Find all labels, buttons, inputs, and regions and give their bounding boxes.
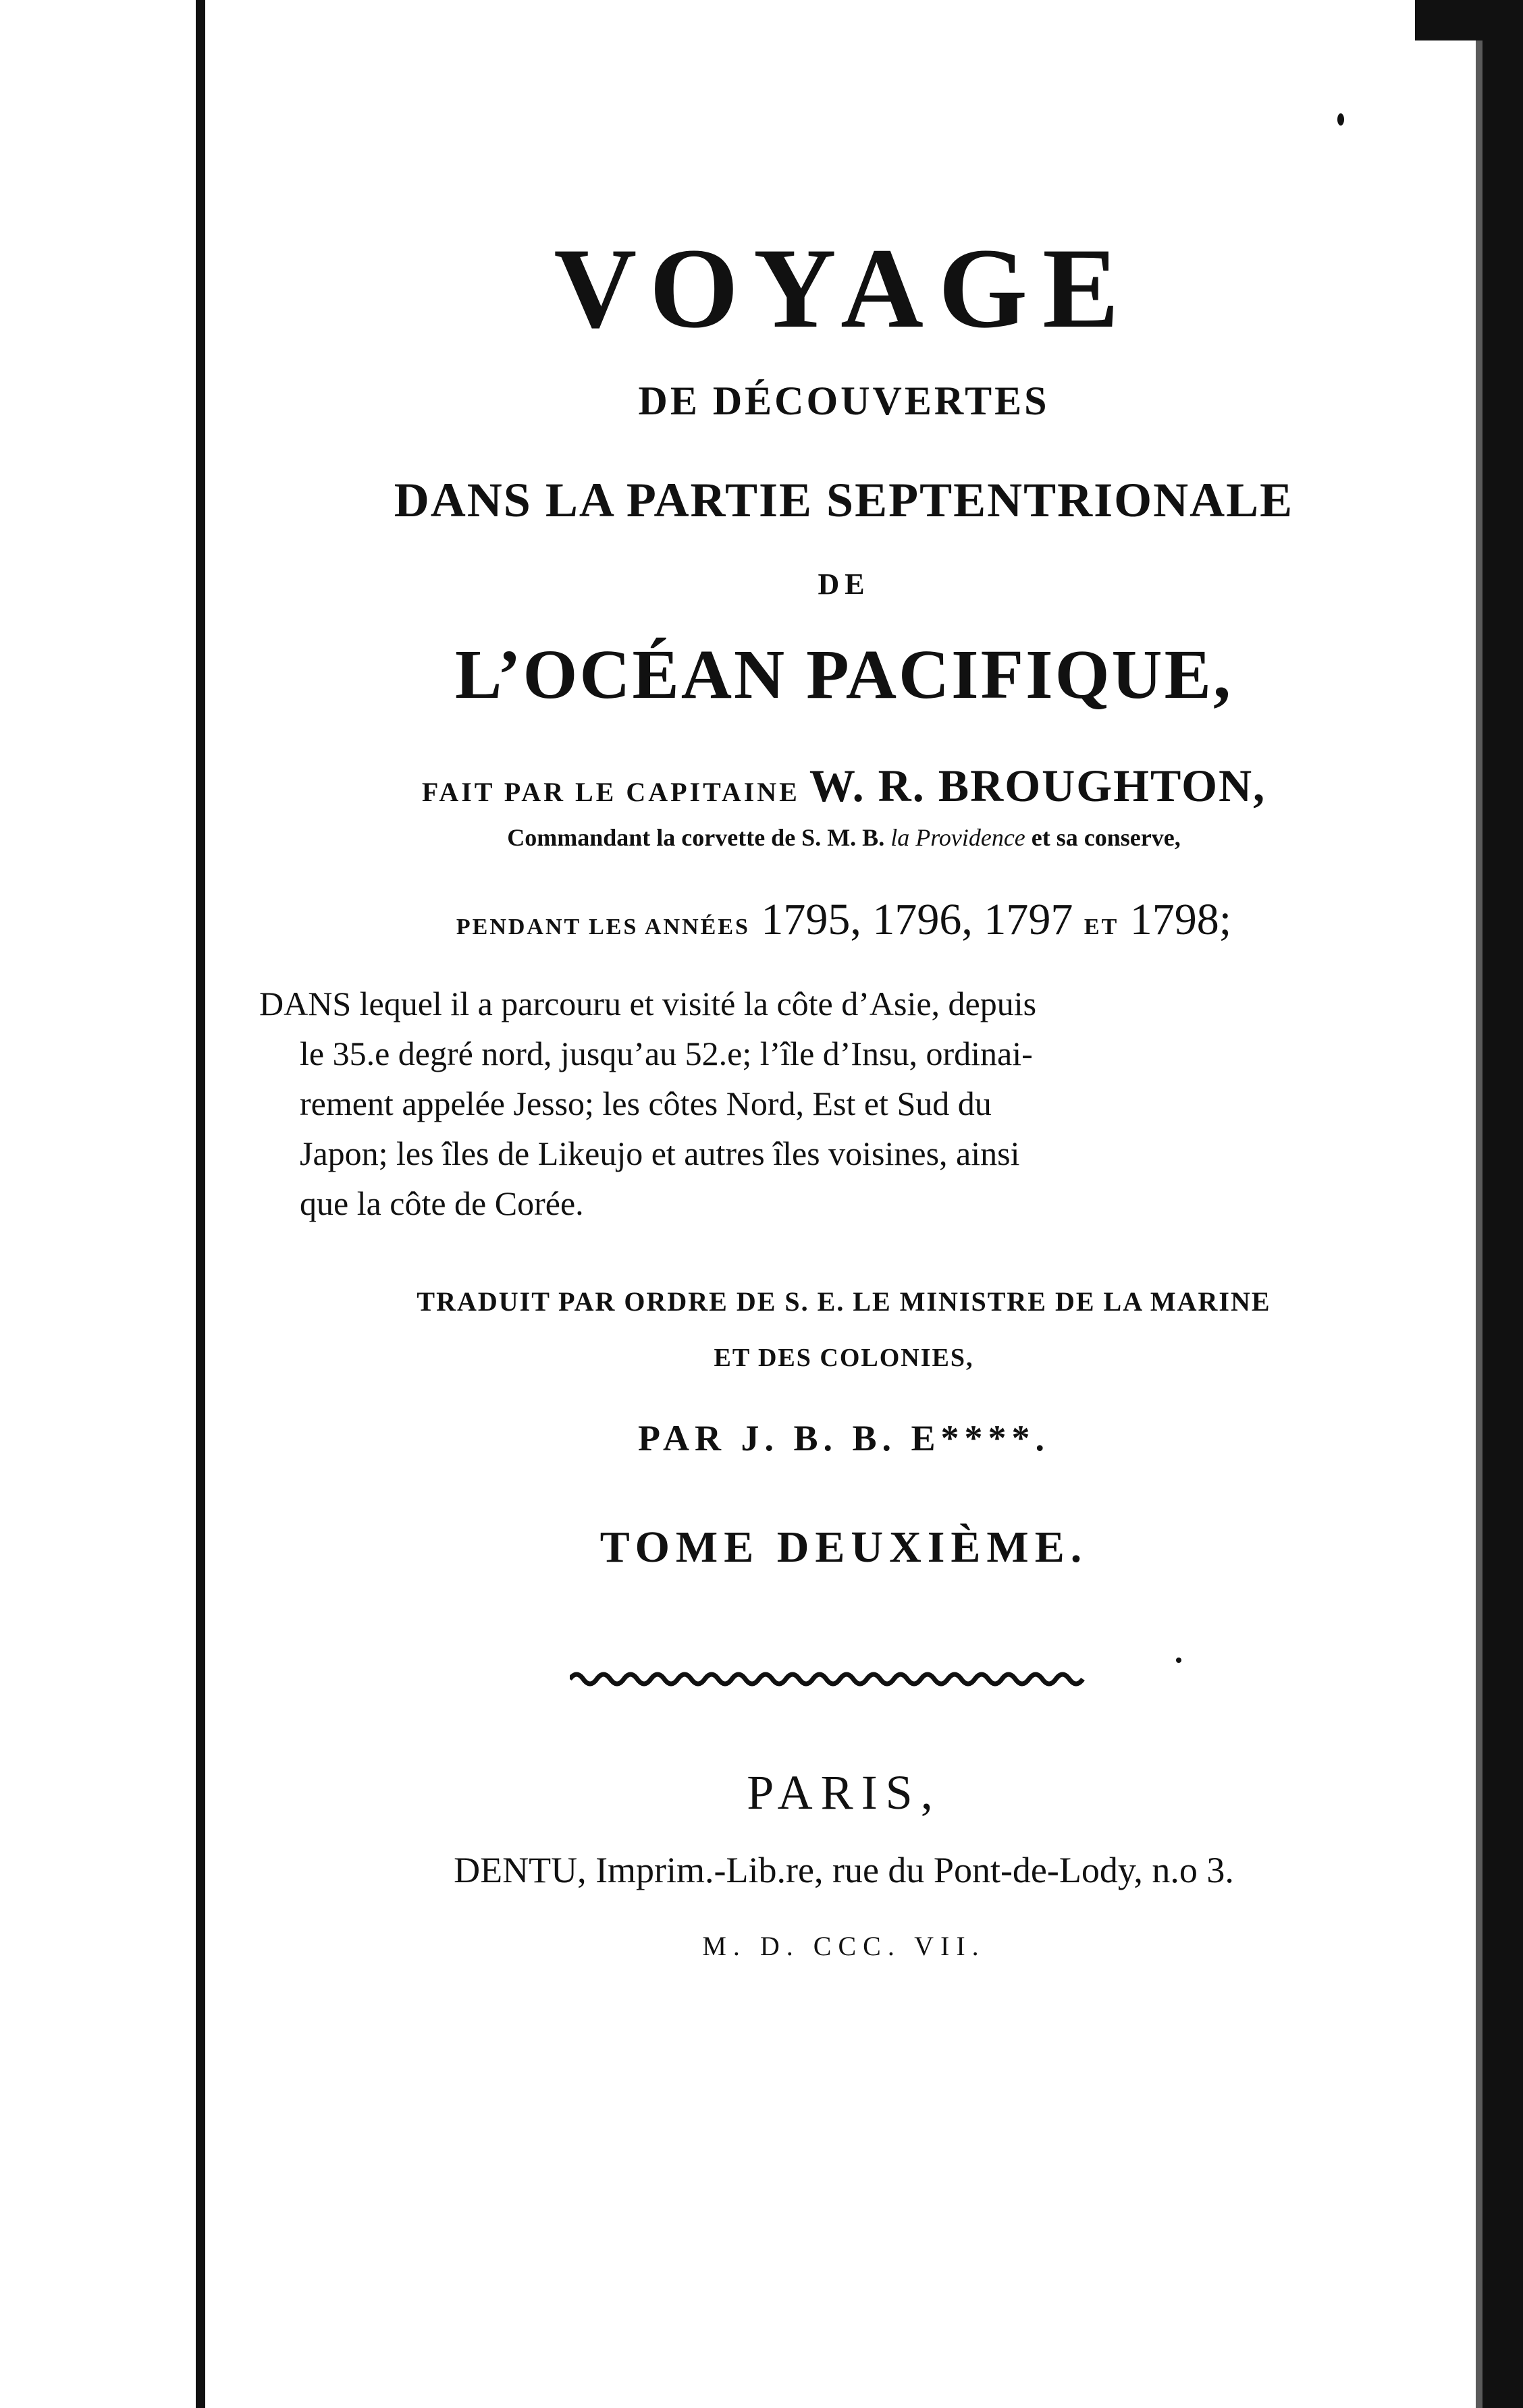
- author-prefix: FAIT PAR LE CAPITAINE: [421, 777, 800, 807]
- translation-line-2: ET DES COLONIES,: [714, 1344, 974, 1372]
- command-line: [205, 823, 1482, 852]
- title-page: [205, 0, 1482, 2408]
- years-last: 1798;: [1129, 895, 1232, 944]
- command-prefix: Commandant la corvette de S. M. B.: [507, 824, 885, 851]
- description-paragraph: [259, 979, 1353, 1228]
- facing-page-margin: [0, 0, 203, 2408]
- description-line-4: Japon; les îles de Likeujo et autres îles voisines, ainsi: [300, 1134, 1020, 1172]
- imprint-city: PARIS,: [747, 1766, 941, 1819]
- imprint-publisher: DENTU, Imprim.-Lib.re, rue du Pont-de-Lody, n.o 3.: [454, 1850, 1234, 1890]
- description-line-2: le 35.e degré nord, jusqu’au 52.e; l’île d’Insu, ordinai-: [300, 1035, 1033, 1072]
- book-title: VOYAGE: [554, 225, 1134, 352]
- years-line: [205, 894, 1482, 946]
- years-conjunction: ET: [1084, 914, 1119, 939]
- years-list: 1795, 1796, 1797: [761, 895, 1073, 944]
- author-name: W. R. BROUGHTON,: [809, 760, 1266, 811]
- imprint-date: M. D. CCC. VII.: [702, 1931, 986, 1961]
- ink-speck: [1176, 1658, 1181, 1663]
- ship-name: la Providence: [890, 824, 1025, 851]
- scan-border-right: [1482, 0, 1523, 2408]
- translator-line: PAR J. B. B. E****.: [637, 1418, 1050, 1458]
- command-suffix: et sa conserve,: [1031, 824, 1181, 851]
- subtitle-line-1: DE DÉCOUVERTES: [638, 379, 1050, 423]
- decorative-rule-ornament: [570, 1667, 1090, 1691]
- volume-line: TOME DEUXIÈME.: [599, 1523, 1088, 1572]
- description-line-5: que la côte de Corée.: [300, 1184, 584, 1222]
- ink-speck: [1337, 113, 1344, 126]
- description-line-1: DANS lequel il a parcouru et visité la côte d’Asie, depuis: [259, 985, 1037, 1022]
- translation-line-1: TRADUIT PAR ORDRE DE S. E. LE MINISTRE DE LA MARINE: [417, 1286, 1271, 1317]
- subtitle-line-3: DE: [818, 568, 870, 601]
- subtitle-line-2: DANS LA PARTIE SEPTENTRIONALE: [394, 473, 1294, 527]
- subtitle-line-4: L’OCÉAN PACIFIQUE,: [455, 636, 1233, 713]
- author-line: [205, 759, 1482, 813]
- description-line-3: rement appelée Jesso; les côtes Nord, Est et Sud du: [300, 1085, 992, 1122]
- years-prefix: PENDANT LES ANNÉES: [456, 914, 750, 939]
- book-spine-edge: [196, 0, 205, 2408]
